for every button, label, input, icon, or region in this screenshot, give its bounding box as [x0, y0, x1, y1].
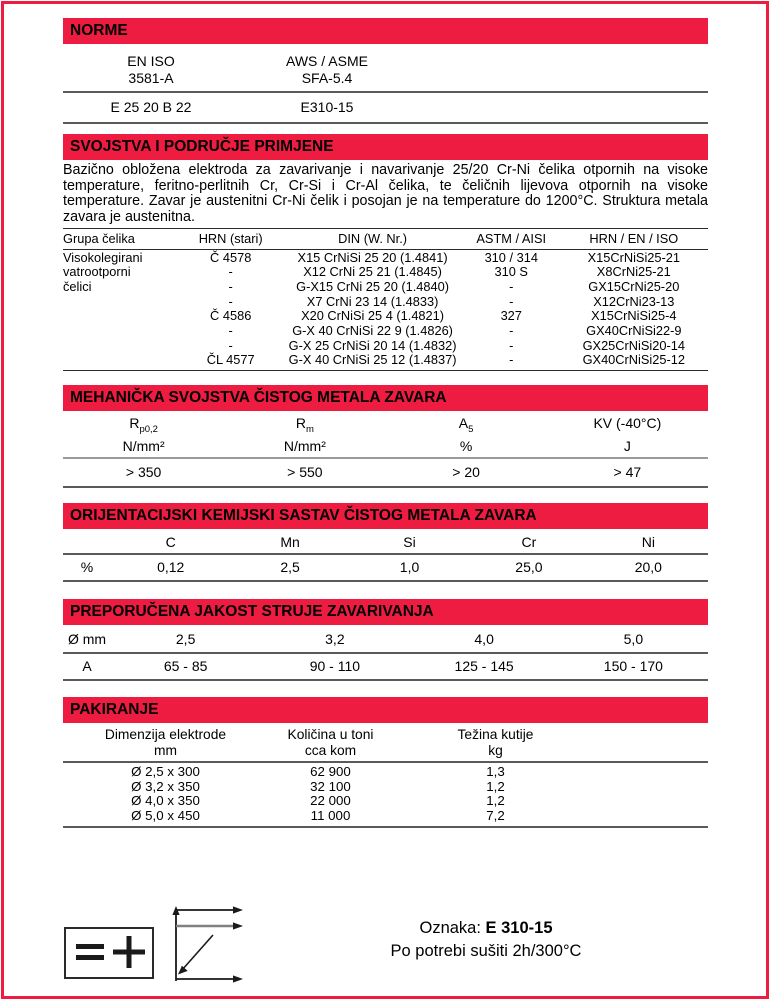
table-row	[63, 295, 708, 310]
property-subscript: m	[305, 423, 314, 435]
diameter-row	[63, 631, 708, 652]
standard-name-en-iso	[63, 53, 239, 86]
diameter-value: 5,0	[623, 630, 644, 647]
steel-grades-table	[63, 229, 708, 371]
cell-din: X12 CrNi 25 21 (1.4845)	[303, 264, 442, 280]
cell-din: G-X 25 CrNiSi 20 14 (1.4832)	[288, 337, 457, 353]
column-header: HRN / EN / ISO	[589, 230, 679, 246]
footer-text	[361, 917, 611, 963]
property-unit: %	[459, 437, 473, 454]
element-value: 0,12	[157, 558, 185, 575]
cell-hrn: -	[228, 278, 233, 294]
cell-hrn: -	[228, 323, 233, 339]
cell-hrn-en-iso: GX15CrNi25-20	[588, 278, 680, 294]
property-value: > 47	[613, 463, 642, 480]
cell-din: X7 CrNi 23 14 (1.4833)	[306, 293, 439, 309]
cell-hrn-en-iso: GX40CrNiSi25-12	[582, 352, 685, 368]
cell-weight: 1,2	[486, 793, 505, 809]
divider	[63, 580, 708, 582]
cell-dimension: Ø 3,2 x 350	[131, 778, 200, 794]
cell-group	[63, 295, 179, 310]
element-label: Mn	[280, 533, 300, 550]
mechanical-values-row	[63, 459, 708, 486]
oznaka-value: E 310-15	[485, 919, 553, 937]
row-label: Ø mm	[67, 630, 107, 647]
property-unit: N/mm²	[283, 437, 326, 454]
diameter-value: 3,2	[325, 630, 345, 647]
cell-group	[63, 353, 179, 368]
column-header: ASTM / AISI	[476, 230, 547, 246]
element-label: Si	[403, 533, 416, 550]
packaging-table-body	[63, 763, 708, 826]
table-body	[63, 250, 708, 371]
section-header-kemijski	[63, 503, 708, 529]
table-row	[63, 309, 708, 324]
property-unit: N/mm²	[122, 437, 165, 454]
column-header-quantity	[248, 727, 413, 759]
cell-hrn-en-iso: X8CrNi25-21	[596, 264, 671, 280]
cell-hrn: -	[228, 337, 233, 353]
section-title: PAKIRANJE	[70, 700, 159, 718]
table-row	[63, 280, 708, 295]
empty-cell	[63, 534, 111, 550]
divider	[63, 679, 708, 681]
divider	[63, 370, 708, 371]
header-line: Količina u toni	[287, 726, 374, 742]
table-row	[63, 780, 708, 795]
divider	[63, 826, 708, 828]
current-range: 65 - 85	[163, 657, 208, 674]
description-paragraph: Bazično obložena elektroda za zavarivanje i navarivanje 25/20 Cr-Ni čelika otpornih na visoke temperature, feritno-perlitnih Cr, Cr-Si i Cr-Al čelika, te čeličnih lijevova otpornih na visoke temperature. Zavar je austenitni Cr-Ni čelik i posojan je na temperature do 1200°C. Struktura metala zavara je austenitna.	[63, 162, 708, 226]
cell-din: G-X 40 CrNiSi 22 9 (1.4826)	[292, 323, 453, 339]
column-header-weight	[413, 727, 578, 759]
cell-din: X15 CrNiSi 25 20 (1.4841)	[297, 249, 448, 265]
cell-astm: -	[509, 352, 514, 368]
packaging-table-header	[63, 727, 708, 759]
column-header: HRN (stari)	[198, 230, 263, 246]
element-value: 1,0	[399, 558, 420, 575]
property-unit: J	[623, 437, 631, 454]
norme-standards-header	[63, 53, 708, 86]
cell-hrn-en-iso: GX25CrNiSi20-14	[582, 337, 685, 353]
header-unit: kg	[488, 742, 503, 758]
section-title: ORIJENTACIJSKI KEMIJSKI SASTAV ČISTOG METALA ZAVARA	[70, 506, 537, 524]
header-line: Težina kutije	[457, 726, 534, 742]
cell-hrn-en-iso: X15CrNiSi25-21	[587, 249, 681, 265]
oznaka-label: Oznaka:	[419, 919, 481, 937]
section-title: NORME	[70, 22, 128, 39]
drying-note: Po potrebi sušiti 2h/300°C	[390, 942, 582, 960]
current-row	[63, 654, 708, 679]
row-label: %	[80, 558, 94, 575]
cell-dimension: Ø 4,0 x 350	[131, 793, 200, 809]
cell-hrn-en-iso: X12CrNi23-13	[593, 293, 675, 309]
column-header: DIN (W. Nr.)	[338, 230, 408, 246]
standard-number: 3581-A	[128, 69, 174, 86]
section-title: MEHANIČKA SVOJSTVA ČISTOG METALA ZAVARA	[70, 389, 447, 407]
standard-number: SFA-5.4	[301, 69, 353, 86]
designation-line	[361, 917, 611, 940]
table-row	[63, 324, 708, 339]
chemical-elements-row	[63, 534, 708, 553]
section-header-mehanicka	[63, 385, 708, 411]
table-row	[63, 353, 708, 368]
diameter-value: 4,0	[474, 630, 494, 647]
property-subscript: 5	[468, 423, 474, 435]
table-row	[63, 765, 708, 780]
chemical-values-row	[63, 555, 708, 580]
table-row	[63, 794, 708, 809]
property-value: > 550	[287, 463, 323, 480]
mechanical-table-header	[63, 415, 708, 454]
cell-din: G-X 40 CrNiSi 25 12 (1.4837)	[288, 352, 457, 368]
row-label: A	[82, 657, 92, 674]
property-symbol: R	[295, 415, 306, 432]
cell-quantity: 11 000	[310, 807, 351, 823]
column-header-dimension	[83, 727, 248, 759]
cell-group: čelici	[63, 278, 92, 294]
footer-symbols	[64, 905, 250, 983]
property-value: > 350	[125, 463, 162, 480]
header-unit: mm	[154, 742, 177, 758]
cell-din: X20 CrNiSi 25 4 (1.4821)	[301, 308, 445, 324]
element-label: Cr	[521, 533, 537, 550]
section-header-norme	[63, 18, 708, 44]
welding-positions-icon	[168, 905, 250, 983]
cell-dimension: Ø 2,5 x 300	[131, 763, 200, 779]
current-range: 90 - 110	[309, 657, 361, 674]
cell-weight: 1,2	[486, 778, 505, 794]
property-symbol: A	[458, 415, 469, 432]
property-rp02	[63, 415, 224, 454]
property-symbol: R	[129, 415, 140, 432]
property-symbol: KV (-40°C)	[593, 415, 662, 432]
current-range: 150 - 170	[603, 657, 663, 674]
section-header-pakiranje	[63, 697, 708, 723]
cell-din: G-X15 CrNi 25 20 (1.4840)	[296, 278, 450, 294]
element-value: 25,0	[515, 558, 543, 575]
cell-astm: 310 S	[494, 264, 528, 280]
designation-aws: E310-15	[300, 99, 354, 115]
cell-astm: -	[509, 337, 514, 353]
cell-hrn: Č 4578	[210, 249, 252, 265]
cell-group	[63, 309, 179, 324]
divider	[63, 486, 708, 488]
cell-dimension: Ø 5,0 x 450	[131, 807, 200, 823]
header-line: Dimenzija elektrode	[104, 726, 227, 742]
current-range: 125 - 145	[454, 657, 514, 674]
cell-hrn-en-iso: GX40CrNiSi22-9	[586, 323, 682, 339]
property-rm	[224, 415, 385, 454]
designation-en-iso: E 25 20 B 22	[110, 99, 192, 115]
divider	[63, 122, 708, 124]
cell-hrn: ČL 4577	[206, 352, 255, 368]
standard-org: EN ISO	[127, 53, 175, 69]
cell-group: vatrootporni	[63, 264, 131, 280]
table-row	[63, 265, 708, 280]
standard-org: AWS / ASME	[286, 53, 368, 69]
element-label: C	[165, 533, 176, 550]
cell-weight: 1,3	[486, 763, 505, 779]
element-value: 2,5	[280, 558, 300, 575]
table-row	[63, 809, 708, 824]
section-title: PREPORUČENA JAKOST STRUJE ZAVARIVANJA	[70, 602, 434, 620]
cell-weight: 7,2	[486, 807, 505, 823]
property-a5	[386, 415, 547, 454]
cell-astm: 327	[500, 308, 522, 324]
cell-astm: -	[509, 323, 514, 339]
section-header-struja	[63, 599, 708, 625]
table-row	[63, 251, 708, 266]
cell-hrn: -	[228, 293, 233, 309]
standard-name-aws-asme	[239, 53, 415, 86]
cell-group	[63, 339, 179, 354]
cell-hrn-en-iso: X15CrNiSi25-4	[591, 308, 677, 324]
table-row	[63, 339, 708, 354]
cell-hrn: Č 4586	[210, 308, 252, 324]
ac-dc-glyph	[71, 933, 147, 973]
cell-group: Visokolegirani	[63, 249, 143, 265]
cell-astm: -	[509, 293, 514, 309]
datasheet-page	[1, 1, 769, 999]
section-title: SVOJSTVA I PODRUČJE PRIMJENE	[70, 138, 334, 155]
table-header-row	[63, 229, 708, 249]
element-value: 20,0	[634, 558, 662, 575]
property-kv	[547, 415, 708, 454]
diameter-value: 2,5	[175, 630, 196, 647]
header-unit: cca kom	[304, 742, 357, 758]
section-header-svojstva	[63, 134, 708, 160]
cell-quantity: 32 100	[310, 778, 351, 794]
cell-astm: -	[509, 278, 514, 294]
cell-hrn: -	[228, 264, 233, 280]
column-header: Grupa čelika	[63, 230, 135, 246]
ac-dc-current-icon	[64, 927, 154, 979]
cell-quantity: 22 000	[310, 793, 351, 809]
norme-designations-row	[63, 93, 708, 122]
element-label: Ni	[641, 533, 655, 550]
cell-group	[63, 324, 179, 339]
cell-astm: 310 / 314	[484, 249, 538, 265]
cell-quantity: 62 900	[310, 763, 351, 779]
property-value: > 20	[452, 463, 480, 480]
datasheet-content	[63, 18, 708, 828]
property-subscript: p0,2	[139, 423, 158, 435]
